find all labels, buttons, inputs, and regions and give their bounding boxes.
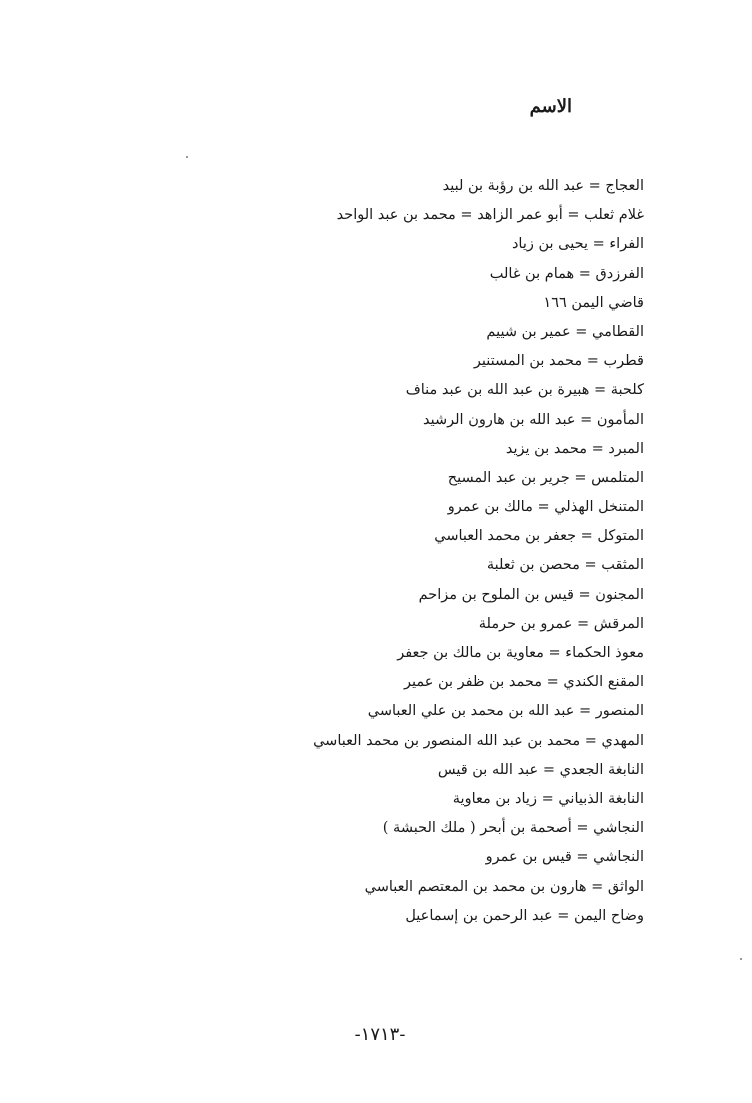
- list-item: قاضي اليمن ١٦٦: [543, 294, 644, 311]
- list-item: النابغة الذبياني = زياد بن معاوية: [452, 790, 644, 807]
- list-item: العجاج = عبد الله بن رؤبة بن لبيد: [442, 178, 644, 194]
- list-item: النجاشي = أصحمة بن أبحر ( ملك الحبشة ): [382, 820, 644, 837]
- list-item: الفراء = يحيى بن زياد: [511, 236, 644, 253]
- list-item: المقنع الكندي = محمد بن ظفر بن عمير: [403, 674, 644, 691]
- list-item: الواثق = هارون بن محمد بن المعتصم العباسي: [364, 878, 644, 895]
- list-item: المهدي = محمد بن عبد الله المنصور بن محمد العباسي: [313, 732, 644, 749]
- list-item: كلحبة = هبيرة بن عبد الله بن عبد مناف: [405, 382, 644, 399]
- page-number: -١٧١٣-: [354, 1024, 406, 1045]
- list-item: المنصور = عبد الله بن محمد بن علي العباسي: [367, 703, 644, 720]
- list-item: الفرزدق = همام بن غالب: [489, 265, 644, 282]
- list-item: المرقش = عمرو بن حرملة: [478, 615, 644, 632]
- page-heading: الاسم: [529, 96, 572, 117]
- list-item: المثقب = محصن بن ثعلبة: [486, 557, 644, 574]
- list-item: المتلمس = جرير بن عبد المسيح: [447, 469, 644, 486]
- scan-speck: [740, 958, 742, 960]
- list-item: النجاشي = قيس بن عمرو: [485, 849, 644, 866]
- list-item: معوذ الحكماء = معاوية بن مالك بن جعفر: [397, 645, 644, 661]
- list-item: المبرد = محمد بن يزيد: [505, 440, 644, 457]
- list-item: وضاح اليمن = عبد الرحمن بن إسماعيل: [405, 907, 644, 924]
- list-item: النابغة الجعدي = عبد الله بن قيس: [437, 761, 644, 778]
- list-item: قطرب = محمد بن المستنير: [473, 353, 644, 370]
- list-item: غلام ثعلب = أبو عمر الزاهد = محمد بن عبد الواحد: [336, 207, 644, 224]
- list-item: المتوكل = جعفر بن محمد العباسي: [434, 528, 644, 545]
- list-item: المجنون = قيس بن الملوح بن مزاحم: [418, 586, 644, 603]
- list-item: القطامي = عمير بن شييم: [486, 323, 644, 340]
- name-index-list: [224, 172, 644, 931]
- list-item: المتنخل الهذلي = مالك بن عمرو: [447, 499, 644, 516]
- scan-speck: [186, 156, 188, 158]
- list-item: المأمون = عبد الله بن هارون الرشيد: [423, 411, 644, 428]
